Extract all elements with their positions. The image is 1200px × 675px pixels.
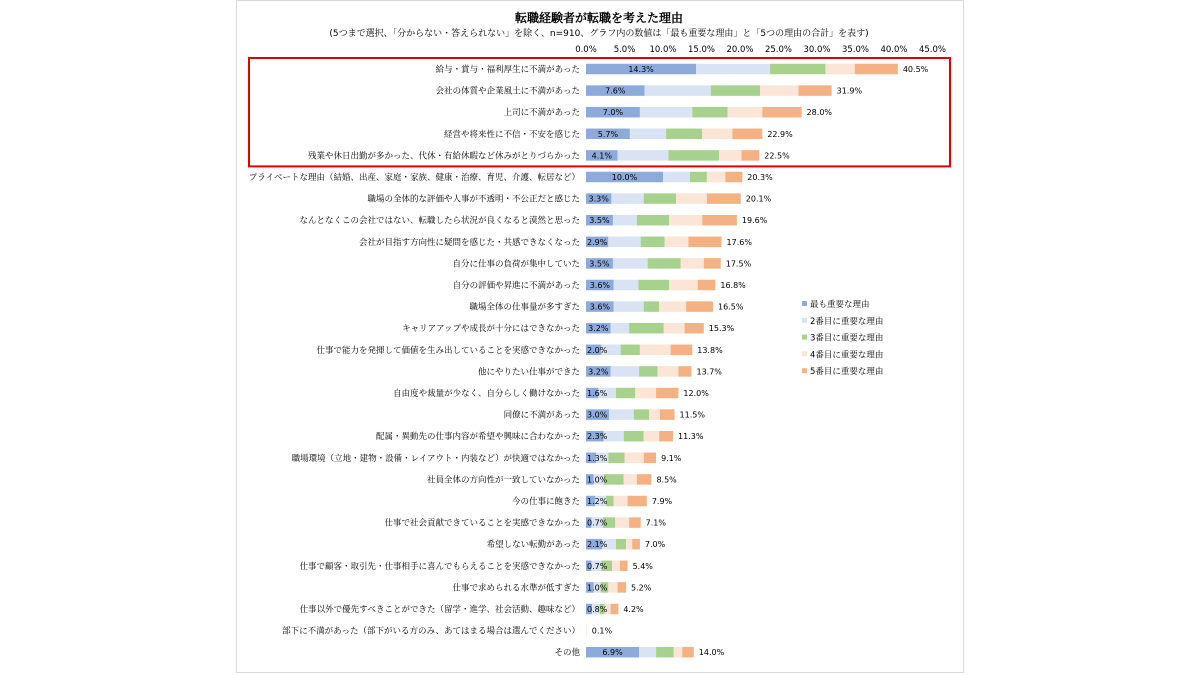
category-label: 希望しない転勤があった <box>486 540 580 551</box>
total-label: 14.0% <box>698 648 725 658</box>
bar-segment <box>614 301 644 312</box>
bar-segment <box>659 431 673 442</box>
bar-segment <box>707 193 741 204</box>
data-label: 0.7% <box>587 561 608 571</box>
bar-segment <box>658 366 679 377</box>
bar-segment <box>707 172 725 183</box>
bar-segment <box>674 647 682 658</box>
bar-segment <box>711 85 760 96</box>
category-label: 職場環境（立地・建物・設備・レイアウト・内装など）が快適ではなかった <box>291 453 580 464</box>
category-label: 職場の全体的な評価や人事が不透明・不公正だと感じた <box>367 194 580 205</box>
data-label: 1.6% <box>587 389 608 398</box>
total-label: 8.5% <box>656 475 677 485</box>
x-tick-label: 45.0% <box>918 45 947 55</box>
total-label: 4.2% <box>623 605 644 614</box>
bar-segment <box>656 388 678 399</box>
category-label: 仕事で顧客・取引先・仕事相手に喜んでもらえることを実感できなかった <box>299 561 580 572</box>
category-label: 仕事で社会貢献できていることを実感できなかった <box>384 518 580 529</box>
legend-label: 4番目に重要な理由 <box>810 350 884 361</box>
category-label: その他 <box>554 648 580 659</box>
category-label: プライベートな理由（結婚、出産、家庭・家族、健康・治療、育児、介護、転居など） <box>248 173 580 183</box>
data-label: 6.9% <box>602 648 623 658</box>
x-tick-label: 15.0% <box>687 45 716 55</box>
total-label: 11.3% <box>678 432 704 442</box>
legend-swatch <box>802 351 807 356</box>
bar-segment <box>855 64 898 75</box>
bar-segment <box>660 409 675 420</box>
bar-segment <box>676 193 707 204</box>
category-label: 上司に不満があった <box>503 108 580 119</box>
bar-segment <box>644 301 659 312</box>
total-label: 20.3% <box>747 173 773 182</box>
bar-segment <box>719 150 741 161</box>
data-label: 3.2% <box>588 324 609 334</box>
bar-segment <box>732 129 762 140</box>
bar-segment <box>696 64 770 75</box>
bar-segment <box>635 388 656 399</box>
bar-segment <box>615 517 629 528</box>
x-tick-label: 25.0% <box>764 45 793 55</box>
bar-segment <box>656 647 674 658</box>
bar-segment <box>624 431 644 442</box>
chart-svg <box>237 1 963 672</box>
bar-segment <box>648 258 681 269</box>
bar-segment <box>616 539 626 550</box>
data-label: 4.1% <box>591 151 612 161</box>
bar-segment <box>760 85 799 96</box>
data-label: 2.3% <box>587 432 608 442</box>
data-label: 3.2% <box>588 367 609 377</box>
bar-segment <box>613 258 648 269</box>
category-label: 社員全体の方向性が一致していなかった <box>426 475 580 486</box>
bar-segment <box>620 561 628 572</box>
category-label: 仕事で求められる水準が低すぎた <box>452 583 580 594</box>
bar-segment <box>644 193 676 204</box>
category-label: 他にやりたい仕事ができた <box>477 367 580 378</box>
legend-label: 最も重要な理由 <box>810 300 870 310</box>
bar-segment <box>625 453 644 464</box>
data-label: 0.8% <box>587 605 608 614</box>
bar-segment <box>702 129 732 140</box>
x-tick-label: 5.0% <box>613 45 636 55</box>
total-label: 11.5% <box>679 410 705 420</box>
bar-segment <box>624 474 637 485</box>
total-label: 17.5% <box>725 259 752 269</box>
total-label: 7.1% <box>645 518 666 528</box>
data-label: 1.3% <box>587 453 608 463</box>
bar-segment <box>629 323 664 334</box>
category-label: 職場全体の仕事量が多すぎた <box>469 302 580 313</box>
data-label: 3.0% <box>587 410 608 420</box>
bar-segment <box>728 107 763 118</box>
bar-segment <box>770 64 825 75</box>
data-label: 1.2% <box>587 497 608 506</box>
bar-segment <box>609 409 634 420</box>
category-label: 自由度や裁量が少なく、自分らしく働けなかった <box>393 389 580 399</box>
category-label: 会社の体質や企業風土に不満があった <box>435 86 580 97</box>
data-label: 1.0% <box>587 475 608 485</box>
legend-label: 5番目に重要な理由 <box>810 367 884 378</box>
bar-segment <box>644 453 656 464</box>
total-label: 16.8% <box>720 281 746 290</box>
bar-segment <box>825 64 854 75</box>
chart-frame <box>236 0 964 673</box>
category-label: 配属・異動先の仕事内容が希望や興味に合わなかった <box>375 432 580 443</box>
bar-segment <box>586 625 587 636</box>
legend-label: 3番目に重要な理由 <box>810 333 884 344</box>
bar-segment <box>681 258 704 269</box>
bar-segment <box>618 150 669 161</box>
category-label: 仕事で能力を発揮して価値を生み出していることを実感できなかった <box>316 345 580 356</box>
category-label: なんとなくこの会社ではない、転職したら状況が良くなると漠然と思った <box>299 216 580 227</box>
bar-segment <box>640 345 671 356</box>
bar-segment <box>649 409 660 420</box>
bar-segment <box>608 453 624 464</box>
total-label: 13.8% <box>697 345 723 355</box>
total-label: 31.9% <box>836 86 863 96</box>
chart-title: 転職経験者が転職を考えた理由 <box>514 11 684 25</box>
bar-segment <box>639 366 657 377</box>
data-label: 1.0% <box>587 583 608 593</box>
bar-segment <box>621 345 640 356</box>
bar-segment <box>632 539 640 550</box>
data-label: 2.0% <box>587 345 608 355</box>
chart-subtitle: (5つまで選択、「分からない・答えられない」を除く、n=910、グラフ内の数値は「最も重要な理由」と「5つの理由の合計」を表す) <box>329 29 869 39</box>
category-label: 自分に仕事の負荷が集中していた <box>452 259 580 270</box>
bar-segment <box>669 215 702 226</box>
bar-segment <box>665 237 689 248</box>
category-label: 同僚に不満があった <box>503 410 580 421</box>
data-label: 10.0% <box>611 173 638 182</box>
bar-segment <box>688 237 721 248</box>
bar-segment <box>641 237 665 248</box>
x-tick-label: 40.0% <box>880 45 908 55</box>
x-tick-label: 35.0% <box>841 45 870 55</box>
data-label: 3.3% <box>588 194 609 204</box>
bar-segment <box>645 85 711 96</box>
category-label: 今の仕事に飽きた <box>511 497 580 507</box>
bar-segment <box>628 496 647 507</box>
bar-segment <box>725 172 742 183</box>
bar-segment <box>629 517 641 528</box>
bar-segment <box>686 301 713 312</box>
category-label: 部下に不満があった（部下がいる方のみ、あてはまる場合は選んでください） <box>282 626 580 637</box>
data-label: 7.0% <box>602 108 624 118</box>
category-label: 仕事以外で優先すべきことができた（留学・進学、社会活動、趣味など） <box>299 605 580 615</box>
total-label: 5.2% <box>631 583 652 593</box>
total-label: 9.1% <box>661 453 682 463</box>
bar-segment <box>671 345 693 356</box>
bar-segment <box>663 172 690 183</box>
x-tick-label: 20.0% <box>726 45 754 55</box>
data-label: 2.1% <box>587 540 608 550</box>
total-label: 22.9% <box>767 129 793 139</box>
total-label: 0.1% <box>591 626 613 636</box>
data-label: 14.3% <box>628 65 654 74</box>
total-label: 40.5% <box>902 65 929 74</box>
bar-segment <box>613 215 637 226</box>
bar-segment <box>616 388 635 399</box>
bar-segment <box>678 366 691 377</box>
bar-segment <box>630 129 666 140</box>
bar-segment <box>640 107 692 118</box>
bar-segment <box>685 323 704 334</box>
bar-segment <box>762 107 801 118</box>
data-label: 3.5% <box>589 259 610 269</box>
bar-segment <box>614 280 639 291</box>
category-label: 残業や休日出勤が多かった、代休・有給休暇など休みがとりづらかった <box>307 151 580 162</box>
bar-segment <box>637 474 652 485</box>
bar-segment <box>668 150 719 161</box>
bar-segment <box>692 107 727 118</box>
x-tick-label: 0.0% <box>575 45 597 55</box>
bar-segment <box>664 323 685 334</box>
total-label: 13.7% <box>696 367 722 377</box>
x-tick-label: 10.0% <box>649 45 677 55</box>
bar-segment <box>639 647 656 658</box>
bar-segment <box>611 604 619 615</box>
data-label: 3.6% <box>589 281 611 290</box>
bar-segment <box>634 409 649 420</box>
bar-segment <box>742 150 760 161</box>
category-label: キャリアアップや成長が十分にはできなかった <box>402 324 580 335</box>
legend-swatch <box>802 301 807 306</box>
bar-segment <box>698 280 716 291</box>
data-label: 3.5% <box>589 216 610 226</box>
total-label: 7.0% <box>644 540 666 550</box>
bar-segment <box>669 280 697 291</box>
total-label: 19.6% <box>741 216 768 226</box>
category-label: 経営や将来性に不信・不安を感じた <box>443 129 580 140</box>
bar-segment <box>618 582 626 593</box>
bar-segment <box>659 301 686 312</box>
legend <box>802 299 883 377</box>
total-label: 7.9% <box>651 497 673 506</box>
bar-segment <box>614 496 628 507</box>
bar-segment <box>608 582 617 593</box>
total-label: 12.0% <box>683 389 709 398</box>
total-label: 17.6% <box>726 237 752 247</box>
data-label: 2.9% <box>587 237 608 247</box>
bar-segment <box>637 215 669 226</box>
total-label: 16.5% <box>718 302 744 312</box>
bar-segment <box>611 323 629 334</box>
x-axis-ticks <box>575 45 946 55</box>
legend-swatch <box>802 318 807 323</box>
bar-segment <box>644 431 659 442</box>
legend-swatch <box>802 368 807 373</box>
bar-segment <box>799 85 832 96</box>
legend-label: 2番目に重要な理由 <box>810 316 884 327</box>
total-label: 15.3% <box>708 324 735 334</box>
bar-segment <box>704 258 721 269</box>
total-label: 22.5% <box>764 151 790 161</box>
data-label: 3.6% <box>589 302 611 312</box>
total-label: 20.1% <box>745 194 772 204</box>
data-label: 7.6% <box>605 86 626 96</box>
bar-segment <box>638 280 669 291</box>
bar-segment <box>611 193 643 204</box>
bar-segment <box>626 539 632 550</box>
data-label: 0.7% <box>587 518 608 528</box>
data-label: 5.7% <box>597 129 619 139</box>
total-label: 28.0% <box>806 108 833 118</box>
legend-swatch <box>802 335 807 340</box>
x-tick-label: 30.0% <box>803 45 831 55</box>
category-label: 自分の評価や昇進に不満があった <box>452 281 580 291</box>
bar-segment <box>612 561 620 572</box>
category-label: 会社が目指す方向性に疑問を感じた・共感できなくなった <box>358 237 580 248</box>
bar-segment <box>682 647 694 658</box>
bar-segment <box>666 129 702 140</box>
total-label: 5.4% <box>632 561 653 571</box>
bar-segment <box>608 237 640 248</box>
bar-segment <box>690 172 707 183</box>
bar-segment <box>702 215 737 226</box>
bar-segment <box>611 366 639 377</box>
category-label: 給与・賞与・福利厚生に不満があった <box>435 65 580 75</box>
